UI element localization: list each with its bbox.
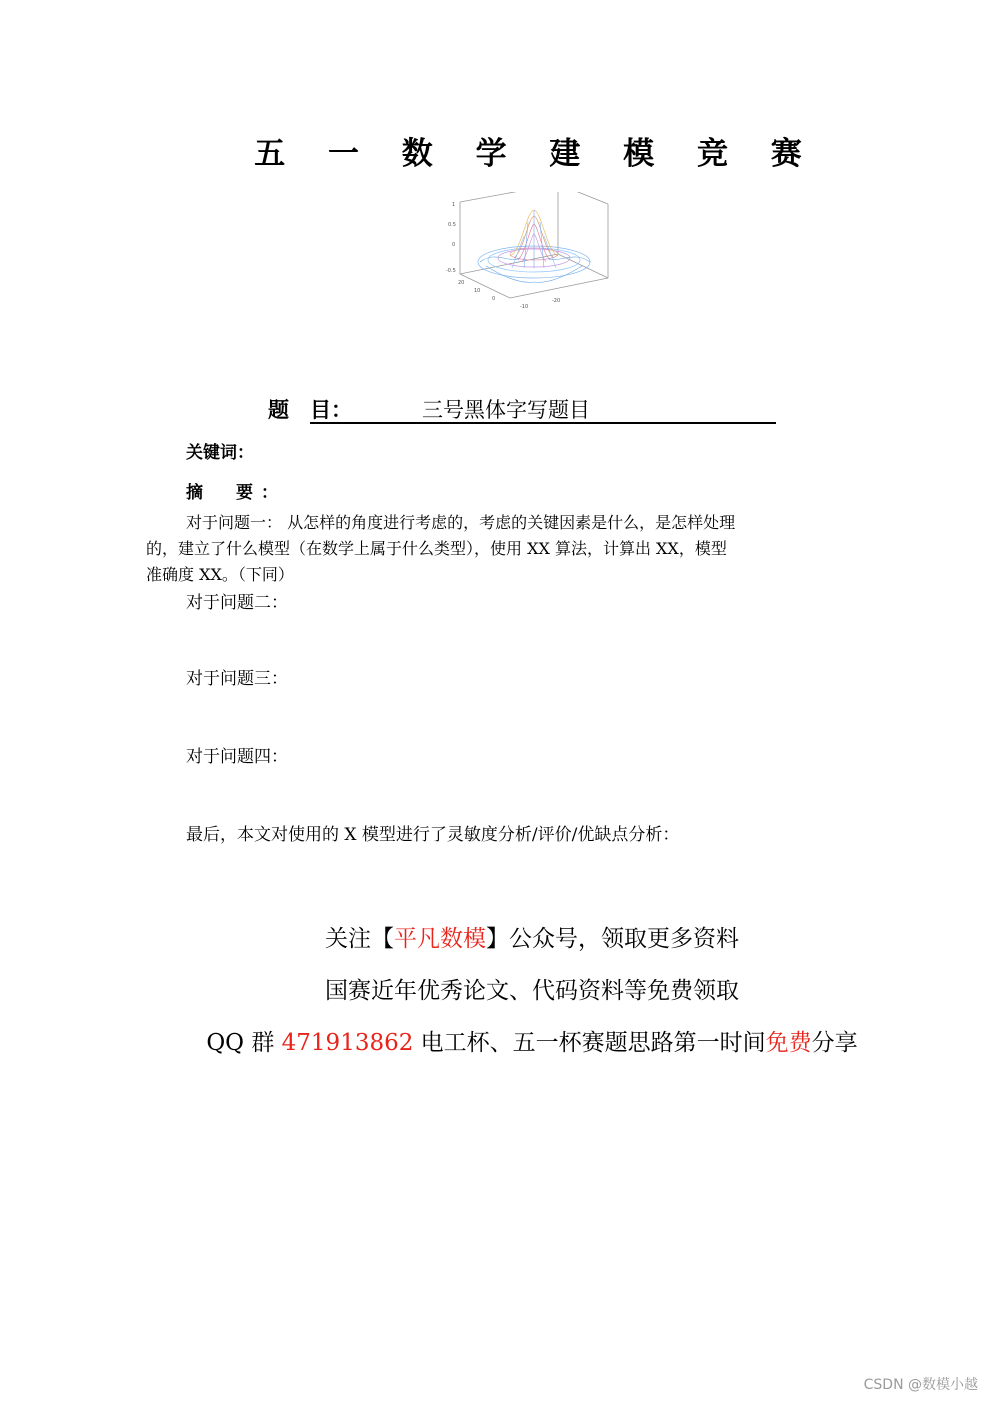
svg-text:0: 0 [452, 242, 456, 248]
abstract-line: 对于问题一： 从怎样的角度进行考虑的，考虑的关键因素是什么，是怎样处理 [186, 513, 736, 532]
promo-line-qq [0, 1028, 992, 1058]
svg-text:-10: -10 [520, 304, 529, 310]
abstract-line: 的，建立了什么模型（在数学上属于什么类型），使用 XX 算法，计算出 XX，模型 [146, 539, 727, 558]
qq-group-number: 471913862 [281, 1030, 414, 1056]
promo-free-label: 免费 [765, 1030, 812, 1056]
topic-row [268, 394, 778, 424]
svg-text:20: 20 [458, 280, 465, 286]
abstract-paragraph [146, 510, 870, 588]
question-four-label: 对于问题四： [186, 747, 288, 767]
promo-line-follow [0, 924, 992, 954]
topic-label: 题 目： [268, 398, 352, 422]
promo-text: 电工杯、五一杯赛题思路第一时间 [413, 1030, 766, 1056]
promo-line-papers [0, 976, 992, 1006]
promo-account-name: 平凡数模 [394, 926, 486, 952]
keywords-label: 关键词： [186, 443, 254, 463]
topic-value: 三号黑体字写题目 [422, 398, 590, 422]
final-analysis-line: 最后，本文对使用的 X 模型进行了灵敏度分析/评价/优缺点分析： [186, 825, 680, 845]
promo-text: 关注【 [325, 926, 394, 952]
svg-text:0: 0 [492, 296, 496, 302]
svg-text:1: 1 [452, 202, 456, 208]
question-two-label: 对于问题二： [186, 593, 288, 613]
abstract-label: 摘 要： [186, 483, 286, 503]
promo-text: 】公众号，领取更多资料 [486, 926, 739, 952]
promo-text: 分享 [811, 1030, 858, 1056]
promo-text: QQ 群 [206, 1030, 282, 1056]
svg-text:10: 10 [474, 288, 481, 294]
svg-text:-0.5: -0.5 [446, 268, 456, 274]
question-three-label: 对于问题三： [186, 669, 288, 689]
svg-text:0.5: 0.5 [448, 222, 456, 228]
promo-text: 国赛近年优秀论文、代码资料等免费领取 [325, 978, 739, 1004]
csdn-watermark: CSDN @数模小越 [863, 1377, 978, 1393]
3d-surface-plot-icon [440, 192, 620, 327]
abstract-line: 准确度 XX。（下同） [146, 565, 294, 584]
svg-text:-20: -20 [552, 298, 561, 304]
page-title: 五 一 数 学 建 模 竞 赛 [254, 136, 818, 172]
